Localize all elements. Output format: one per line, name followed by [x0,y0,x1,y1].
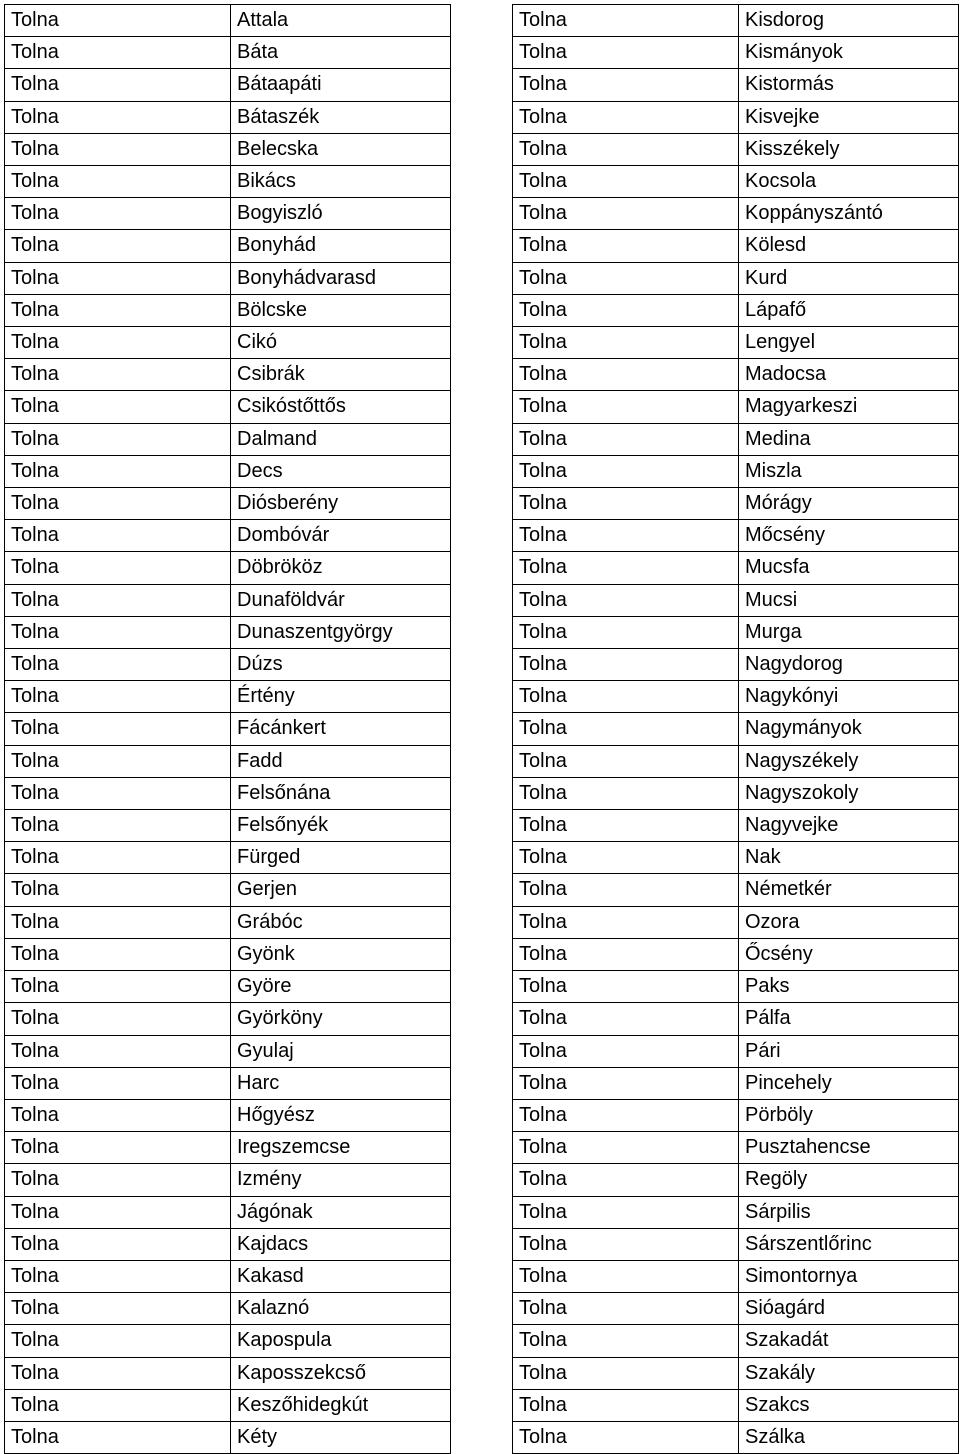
table-row [5,1421,451,1453]
county-cell: Tolna [513,810,739,842]
settlement-cell: Kisvejke [739,101,959,133]
county-cell: Tolna [5,520,231,552]
settlement-cell: Nagyszokoly [739,777,959,809]
county-cell: Tolna [5,1325,231,1357]
table-row [5,906,451,938]
settlement-cell: Szakadát [739,1325,959,1357]
county-cell: Tolna [5,423,231,455]
county-cell: Tolna [513,1357,739,1389]
settlement-cell: Csikóstőttős [231,391,451,423]
county-cell: Tolna [513,101,739,133]
table-row [5,938,451,970]
table-row [5,713,451,745]
county-cell: Tolna [5,938,231,970]
county-cell: Tolna [5,649,231,681]
settlement-cell: Fácánkert [231,713,451,745]
settlement-cell: Kistormás [739,69,959,101]
county-cell: Tolna [513,971,739,1003]
table-row [513,488,959,520]
table-row [513,1325,959,1357]
table-row [5,423,451,455]
settlement-cell: Regöly [739,1164,959,1196]
settlement-cell: Cikó [231,327,451,359]
left-settlement-table [4,4,451,1454]
table-row [513,230,959,262]
settlement-cell: Mucsfa [739,552,959,584]
table-row [5,5,451,37]
county-cell: Tolna [5,455,231,487]
county-cell: Tolna [5,1421,231,1453]
settlement-cell: Bikács [231,166,451,198]
settlement-cell: Györköny [231,1003,451,1035]
county-cell: Tolna [5,198,231,230]
settlement-cell: Kisdorog [739,5,959,37]
settlement-cell: Decs [231,455,451,487]
table-row [5,1099,451,1131]
settlement-cell: Sárszentlőrinc [739,1228,959,1260]
county-cell: Tolna [513,1132,739,1164]
county-cell: Tolna [513,874,739,906]
table-row [513,198,959,230]
county-cell: Tolna [513,616,739,648]
settlement-cell: Nagydorog [739,649,959,681]
table-row [513,777,959,809]
table-row [5,69,451,101]
county-cell: Tolna [513,681,739,713]
settlement-cell: Nagyszékely [739,745,959,777]
table-row [513,391,959,423]
county-cell: Tolna [5,874,231,906]
settlement-cell: Kéty [231,1421,451,1453]
settlement-cell: Bölcske [231,294,451,326]
settlement-cell: Pusztahencse [739,1132,959,1164]
county-cell: Tolna [513,1260,739,1292]
settlement-cell: Bonyhádvarasd [231,262,451,294]
county-cell: Tolna [513,262,739,294]
county-cell: Tolna [513,327,739,359]
table-row [5,101,451,133]
table-row [5,1003,451,1035]
table-row [5,874,451,906]
county-cell: Tolna [5,616,231,648]
table-row [5,37,451,69]
settlement-cell: Döbrököz [231,552,451,584]
settlement-cell: Mórágy [739,488,959,520]
county-cell: Tolna [513,1003,739,1035]
table-row [513,5,959,37]
table-row [513,1228,959,1260]
table-row [5,455,451,487]
settlement-cell: Értény [231,681,451,713]
table-row [513,1260,959,1292]
settlement-cell: Iregszemcse [231,1132,451,1164]
settlement-cell: Medina [739,423,959,455]
county-cell: Tolna [5,745,231,777]
county-cell: Tolna [5,584,231,616]
table-row [5,810,451,842]
settlement-cell: Lápafő [739,294,959,326]
settlement-cell: Bogyiszló [231,198,451,230]
county-cell: Tolna [5,230,231,262]
table-row [513,1164,959,1196]
county-cell: Tolna [5,906,231,938]
county-cell: Tolna [513,745,739,777]
table-row [513,166,959,198]
table-row [513,37,959,69]
table-row [5,327,451,359]
table-row [513,423,959,455]
table-row [5,1164,451,1196]
county-cell: Tolna [513,938,739,970]
settlement-cell: Koppányszántó [739,198,959,230]
county-cell: Tolna [5,5,231,37]
table-row [513,971,959,1003]
settlement-cell: Attala [231,5,451,37]
county-cell: Tolna [513,1228,739,1260]
table-row [5,1132,451,1164]
settlement-cell: Magyarkeszi [739,391,959,423]
county-cell: Tolna [5,777,231,809]
table-row [513,906,959,938]
settlement-cell: Kismányok [739,37,959,69]
county-cell: Tolna [513,1293,739,1325]
county-cell: Tolna [513,584,739,616]
settlement-cell: Murga [739,616,959,648]
settlement-cell: Pálfa [739,1003,959,1035]
table-row [5,1228,451,1260]
county-cell: Tolna [513,1067,739,1099]
settlement-cell: Sióagárd [739,1293,959,1325]
table-row [5,1357,451,1389]
settlement-cell: Németkér [739,874,959,906]
county-cell: Tolna [5,552,231,584]
table-row [513,1196,959,1228]
left-table-body [5,5,451,1454]
table-row [5,584,451,616]
settlement-cell: Simontornya [739,1260,959,1292]
county-cell: Tolna [5,101,231,133]
table-row [5,552,451,584]
county-cell: Tolna [5,359,231,391]
settlement-cell: Diósberény [231,488,451,520]
settlement-cell: Kisszékely [739,133,959,165]
county-cell: Tolna [5,713,231,745]
table-row [513,681,959,713]
right-table-body [513,5,959,1454]
table-row [513,1035,959,1067]
table-row [5,842,451,874]
settlement-cell: Mucsi [739,584,959,616]
table-row [513,1003,959,1035]
county-cell: Tolna [5,1132,231,1164]
table-row [513,552,959,584]
settlement-cell: Csibrák [231,359,451,391]
table-row [513,713,959,745]
county-cell: Tolna [5,1196,231,1228]
table-row [513,1099,959,1131]
settlement-cell: Sárpilis [739,1196,959,1228]
county-cell: Tolna [5,971,231,1003]
county-cell: Tolna [5,1260,231,1292]
table-row [513,455,959,487]
county-cell: Tolna [5,1228,231,1260]
county-cell: Tolna [5,391,231,423]
settlement-cell: Bonyhád [231,230,451,262]
table-row [513,133,959,165]
settlement-cell: Bátaszék [231,101,451,133]
table-row [513,1293,959,1325]
county-cell: Tolna [5,327,231,359]
settlement-cell: Grábóc [231,906,451,938]
settlement-cell: Kalaznó [231,1293,451,1325]
table-row [5,649,451,681]
county-cell: Tolna [5,842,231,874]
county-cell: Tolna [513,1164,739,1196]
county-cell: Tolna [513,37,739,69]
table-row [513,584,959,616]
settlement-cell: Gyönk [231,938,451,970]
county-cell: Tolna [5,294,231,326]
county-cell: Tolna [513,649,739,681]
table-row [513,1067,959,1099]
county-cell: Tolna [513,166,739,198]
table-row [5,777,451,809]
settlement-cell: Kurd [739,262,959,294]
settlement-cell: Dalmand [231,423,451,455]
table-row [513,842,959,874]
table-row [513,520,959,552]
county-cell: Tolna [513,455,739,487]
county-cell: Tolna [5,262,231,294]
table-row [5,230,451,262]
county-cell: Tolna [513,198,739,230]
settlement-cell: Kölesd [739,230,959,262]
settlement-cell: Nagyvejke [739,810,959,842]
county-cell: Tolna [5,1293,231,1325]
county-cell: Tolna [513,1099,739,1131]
county-cell: Tolna [513,5,739,37]
settlement-cell: Pári [739,1035,959,1067]
settlement-cell: Szálka [739,1421,959,1453]
settlement-cell: Pörböly [739,1099,959,1131]
county-cell: Tolna [5,69,231,101]
table-row [5,262,451,294]
settlement-cell: Felsőnána [231,777,451,809]
settlement-cell: Szakcs [739,1389,959,1421]
table-row [5,1196,451,1228]
table-row [5,1067,451,1099]
table-row [5,971,451,1003]
county-cell: Tolna [513,423,739,455]
table-row [5,1293,451,1325]
settlement-cell: Nak [739,842,959,874]
county-cell: Tolna [513,391,739,423]
settlement-cell: Kocsola [739,166,959,198]
county-cell: Tolna [5,1389,231,1421]
settlement-cell: Gyulaj [231,1035,451,1067]
county-cell: Tolna [5,1035,231,1067]
settlement-cell: Nagykónyi [739,681,959,713]
table-row [513,649,959,681]
settlement-cell: Paks [739,971,959,1003]
settlement-cell: Pincehely [739,1067,959,1099]
settlement-cell: Bátaapáti [231,69,451,101]
county-cell: Tolna [513,1389,739,1421]
county-cell: Tolna [513,359,739,391]
settlement-cell: Dunaföldvár [231,584,451,616]
county-cell: Tolna [5,1003,231,1035]
settlement-cell: Ozora [739,906,959,938]
county-cell: Tolna [5,166,231,198]
county-cell: Tolna [513,133,739,165]
settlement-cell: Keszőhidegkút [231,1389,451,1421]
table-row [513,1357,959,1389]
settlement-cell: Szakály [739,1357,959,1389]
county-cell: Tolna [513,1421,739,1453]
settlement-cell: Miszla [739,455,959,487]
table-row [513,262,959,294]
settlement-cell: Fürged [231,842,451,874]
table-row [5,1325,451,1357]
county-cell: Tolna [513,1325,739,1357]
county-cell: Tolna [5,810,231,842]
county-cell: Tolna [513,488,739,520]
settlement-cell: Kapospula [231,1325,451,1357]
county-cell: Tolna [5,1099,231,1131]
county-cell: Tolna [513,842,739,874]
table-row [5,488,451,520]
county-cell: Tolna [5,488,231,520]
county-cell: Tolna [513,713,739,745]
table-row [5,294,451,326]
table-row [5,520,451,552]
table-row [513,810,959,842]
county-cell: Tolna [513,552,739,584]
settlement-cell: Dúzs [231,649,451,681]
county-cell: Tolna [513,230,739,262]
county-cell: Tolna [513,1196,739,1228]
table-row [5,1035,451,1067]
table-row [5,616,451,648]
settlement-cell: Madocsa [739,359,959,391]
settlement-cell: Mőcsény [739,520,959,552]
settlement-cell: Jágónak [231,1196,451,1228]
county-cell: Tolna [513,520,739,552]
county-cell: Tolna [513,1035,739,1067]
settlement-cell: Kaposszekcső [231,1357,451,1389]
county-cell: Tolna [513,294,739,326]
table-row [513,294,959,326]
settlement-cell: Harc [231,1067,451,1099]
county-cell: Tolna [513,777,739,809]
table-row [513,874,959,906]
settlement-cell: Lengyel [739,327,959,359]
settlement-cell: Belecska [231,133,451,165]
settlement-cell: Kakasd [231,1260,451,1292]
table-row [513,745,959,777]
county-cell: Tolna [513,906,739,938]
table-row [5,1260,451,1292]
settlement-cell: Gerjen [231,874,451,906]
settlement-cell: Györe [231,971,451,1003]
county-cell: Tolna [5,1357,231,1389]
settlement-cell: Dunaszentgyörgy [231,616,451,648]
county-cell: Tolna [5,1067,231,1099]
settlement-cell: Fadd [231,745,451,777]
settlement-cell: Báta [231,37,451,69]
table-row [5,133,451,165]
table-row [5,198,451,230]
table-row [513,1132,959,1164]
table-row [513,359,959,391]
county-cell: Tolna [5,681,231,713]
table-row [513,938,959,970]
settlement-cell: Őcsény [739,938,959,970]
table-row [5,1389,451,1421]
county-cell: Tolna [513,69,739,101]
table-row [513,69,959,101]
table-row [513,101,959,133]
table-row [513,1421,959,1453]
table-row [513,1389,959,1421]
settlement-cell: Nagymányok [739,713,959,745]
table-row [5,681,451,713]
county-cell: Tolna [5,37,231,69]
table-row [5,745,451,777]
county-cell: Tolna [5,1164,231,1196]
table-row [513,327,959,359]
table-row [5,391,451,423]
settlement-cell: Felsőnyék [231,810,451,842]
table-row [5,359,451,391]
table-row [5,166,451,198]
table-row [513,616,959,648]
settlement-cell: Izmény [231,1164,451,1196]
settlement-cell: Kajdacs [231,1228,451,1260]
settlement-cell: Hőgyész [231,1099,451,1131]
right-settlement-table [512,4,959,1454]
settlement-cell: Dombóvár [231,520,451,552]
county-cell: Tolna [5,133,231,165]
